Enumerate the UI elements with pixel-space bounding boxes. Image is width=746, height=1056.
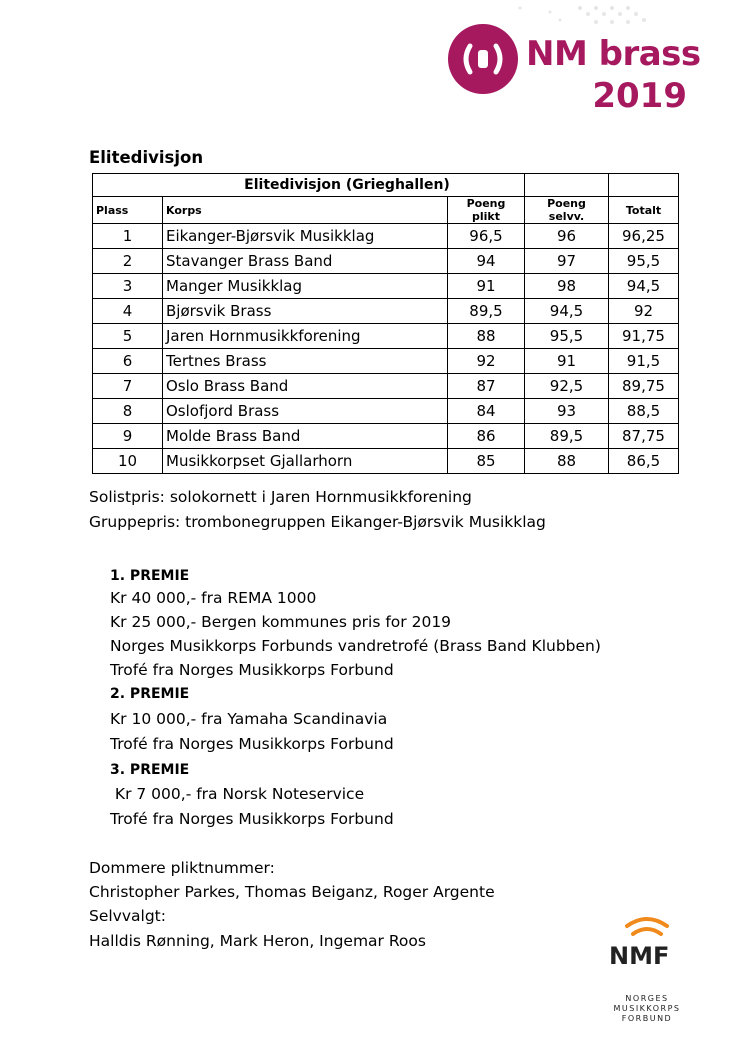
table-row (93, 449, 679, 474)
cell-plass: 9 (93, 424, 163, 449)
table-caption-empty (609, 174, 679, 197)
column-header-plass: Plass (93, 197, 163, 224)
premie-2-title: 2. PREMIE (110, 686, 190, 702)
premie-3-line: Kr 7 000,- fra Norsk Noteservice (110, 785, 365, 803)
column-header-poeng-plikt: Poeng plikt (448, 197, 525, 224)
cell-plass: 5 (93, 324, 163, 349)
cell-poeng-selvv: 88 (525, 449, 609, 474)
table-row (93, 324, 679, 349)
cell-poeng-plikt: 85 (448, 449, 525, 474)
table-header-row (93, 197, 679, 224)
table-row (93, 424, 679, 449)
cell-poeng-selvv: 94,5 (525, 299, 609, 324)
cell-poeng-plikt: 88 (448, 324, 525, 349)
cell-poeng-plikt: 94 (448, 249, 525, 274)
premie-2-line: Kr 10 000,- fra Yamaha Scandinavia (110, 710, 388, 728)
cell-totalt: 91,75 (609, 324, 679, 349)
cell-poeng-selvv: 97 (525, 249, 609, 274)
premie-3-line: Trofé fra Norges Musikkorps Forbund (110, 810, 394, 828)
cell-plass: 8 (93, 399, 163, 424)
nmf-sub-line: NORGES (625, 994, 669, 1003)
sound-arc-icon (605, 912, 689, 942)
premie-1-line: Kr 25 000,- Bergen kommunes pris for 2019 (110, 613, 452, 631)
logo-year: 2019 (592, 76, 687, 116)
cell-plass: 7 (93, 374, 163, 399)
nmf-subtitle (605, 994, 689, 1024)
cell-korps: Molde Brass Band (163, 424, 448, 449)
cell-totalt: 89,75 (609, 374, 679, 399)
judges-selv-names: Halldis Rønning, Mark Heron, Ingemar Roos (89, 932, 426, 950)
cell-plass: 1 (93, 224, 163, 249)
cell-korps: Bjørsvik Brass (163, 299, 448, 324)
cell-plass: 6 (93, 349, 163, 374)
premie-1-line: Kr 40 000,- fra REMA 1000 (110, 589, 317, 607)
cell-korps: Eikanger-Bjørsvik Musikklag (163, 224, 448, 249)
cell-poeng-selvv: 92,5 (525, 374, 609, 399)
judges-selv-label: Selvvalgt: (89, 907, 166, 925)
logo-name: NM brass (526, 34, 701, 74)
judges-plikt-names: Christopher Parkes, Thomas Beiganz, Roger Argente (89, 883, 495, 901)
results-table (92, 173, 679, 474)
cell-korps: Jaren Hornmusikkforening (163, 324, 448, 349)
cell-poeng-selvv: 96 (525, 224, 609, 249)
cell-poeng-selvv: 98 (525, 274, 609, 299)
table-row (93, 374, 679, 399)
judges-plikt-label: Dommere pliktnummer: (89, 859, 275, 877)
cell-korps: Musikkorpset Gjallarhorn (163, 449, 448, 474)
premie-2-line: Trofé fra Norges Musikkorps Forbund (110, 735, 394, 753)
cell-plass: 2 (93, 249, 163, 274)
cell-totalt: 88,5 (609, 399, 679, 424)
cell-plass: 4 (93, 299, 163, 324)
cell-korps: Oslo Brass Band (163, 374, 448, 399)
cell-totalt: 91,5 (609, 349, 679, 374)
solist-prize: Solistpris: solokornett i Jaren Hornmusikkforening (89, 488, 472, 506)
table-row (93, 399, 679, 424)
cell-plass: 10 (93, 449, 163, 474)
cell-poeng-plikt: 92 (448, 349, 525, 374)
table-caption: Elitedivisjon (Grieghallen) (93, 174, 525, 197)
cell-korps: Stavanger Brass Band (163, 249, 448, 274)
cell-plass: 3 (93, 274, 163, 299)
cell-totalt: 86,5 (609, 449, 679, 474)
cell-poeng-plikt: 86 (448, 424, 525, 449)
premie-1-line: Norges Musikkorps Forbunds vandretrofé (Brass Band Klubben) (110, 637, 601, 655)
nmf-title: NMF (609, 942, 670, 970)
cell-poeng-selvv: 89,5 (525, 424, 609, 449)
premie-1-line: Trofé fra Norges Musikkorps Forbund (110, 661, 394, 679)
section-title: Elitedivisjon (89, 148, 204, 167)
nmf-logo (605, 912, 695, 1032)
cell-korps: Manger Musikklag (163, 274, 448, 299)
table-caption-row (93, 174, 679, 197)
table-caption-empty (525, 174, 609, 197)
cell-totalt: 94,5 (609, 274, 679, 299)
sound-wave-icon (448, 24, 518, 94)
column-header-korps: Korps (163, 197, 448, 224)
cell-poeng-selvv: 95,5 (525, 324, 609, 349)
table-row (93, 349, 679, 374)
group-prize: Gruppepris: trombonegruppen Eikanger-Bjørsvik Musikklag (89, 513, 546, 531)
cell-poeng-selvv: 93 (525, 399, 609, 424)
cell-totalt: 92 (609, 299, 679, 324)
cell-totalt: 87,75 (609, 424, 679, 449)
cell-poeng-selvv: 91 (525, 349, 609, 374)
column-header-poeng-selvv: Poeng selvv. (525, 197, 609, 224)
nm-brass-logo (448, 24, 701, 116)
cell-totalt: 95,5 (609, 249, 679, 274)
premie-1-title: 1. PREMIE (110, 568, 190, 584)
nmf-sub-line: MUSIKKORPS (613, 1004, 681, 1013)
cell-totalt: 96,25 (609, 224, 679, 249)
cell-poeng-plikt: 89,5 (448, 299, 525, 324)
nmf-sub-line: FORBUND (621, 1014, 673, 1023)
table-row (93, 249, 679, 274)
table-row (93, 224, 679, 249)
premie-3-title: 3. PREMIE (110, 762, 190, 778)
cell-korps: Oslofjord Brass (163, 399, 448, 424)
cell-korps: Tertnes Brass (163, 349, 448, 374)
column-header-totalt: Totalt (609, 197, 679, 224)
table-row (93, 274, 679, 299)
cell-poeng-plikt: 96,5 (448, 224, 525, 249)
cell-poeng-plikt: 91 (448, 274, 525, 299)
cell-poeng-plikt: 87 (448, 374, 525, 399)
cell-poeng-plikt: 84 (448, 399, 525, 424)
table-row (93, 299, 679, 324)
